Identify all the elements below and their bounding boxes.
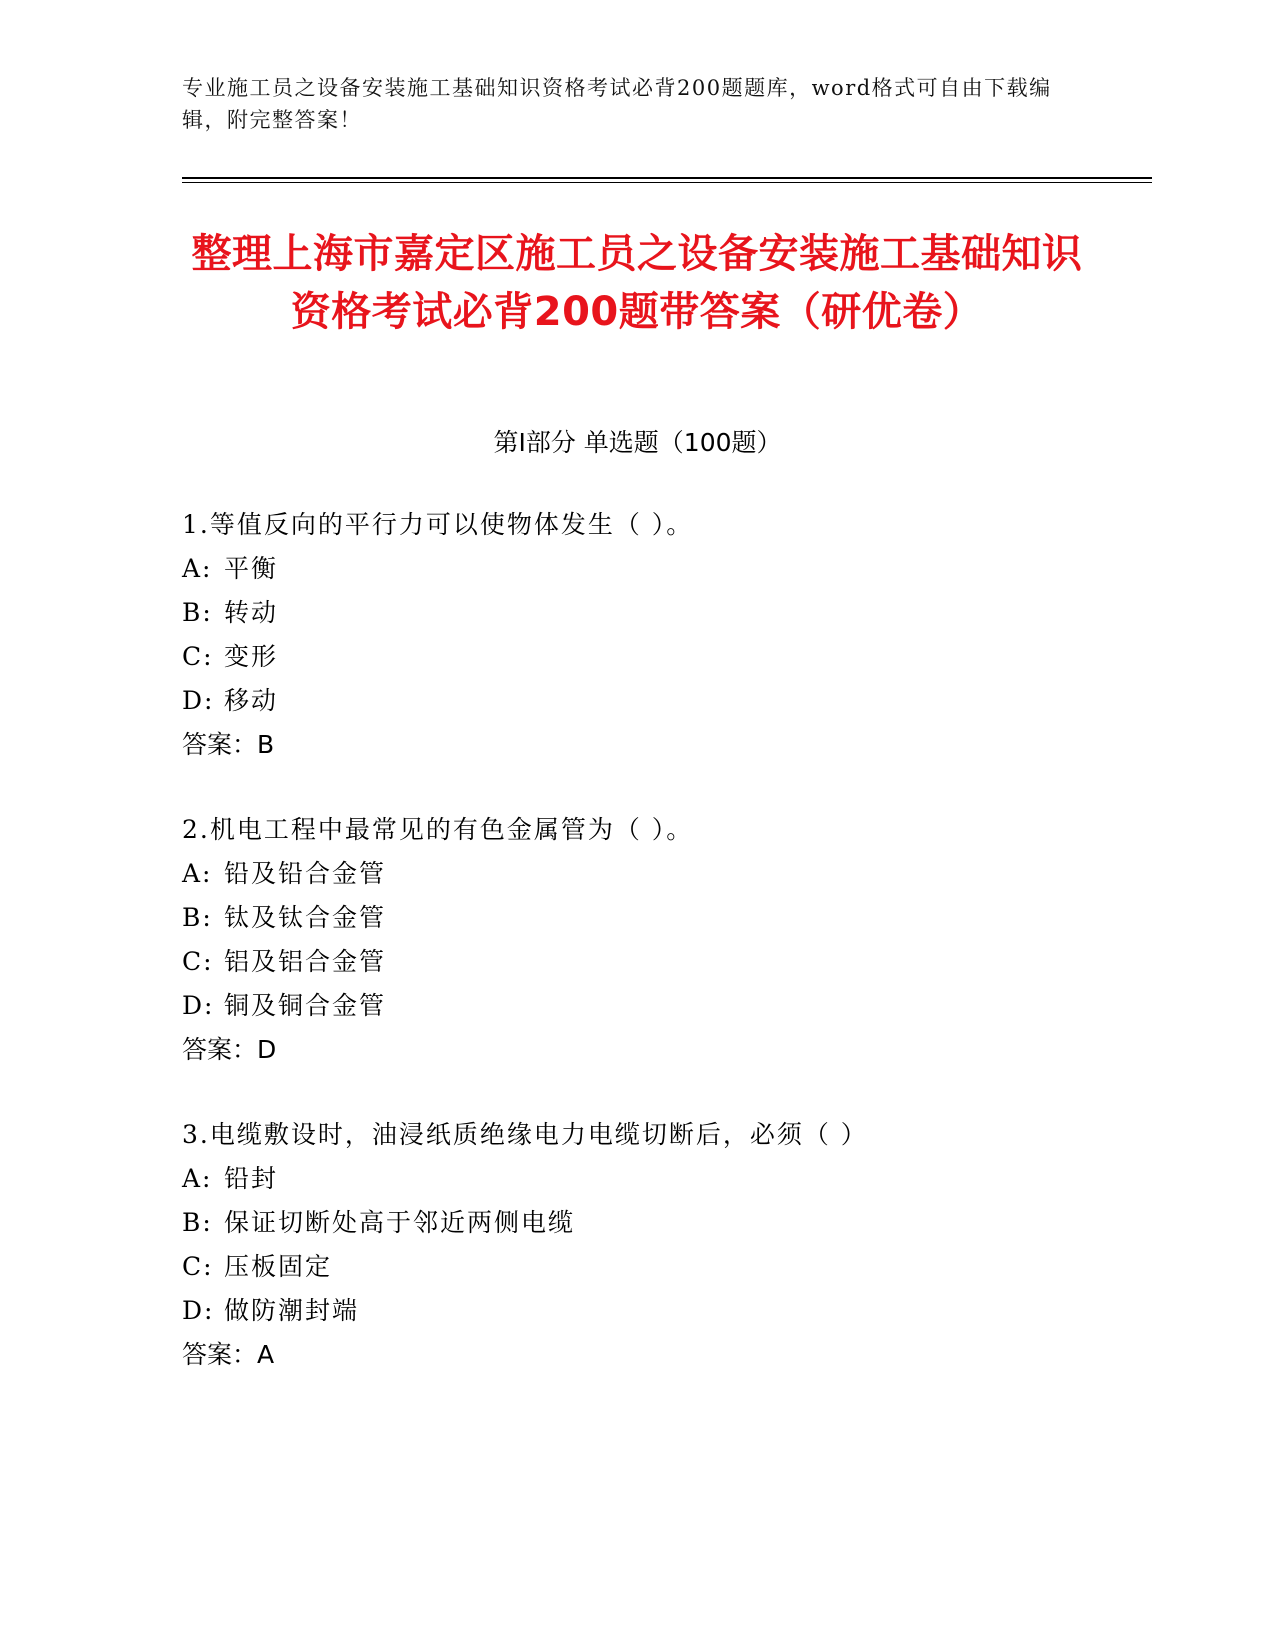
option-letter: D:	[182, 1296, 215, 1325]
document-title: 整理上海市嘉定区施工员之设备安装施工基础知识资格考试必背200题带答案（研优卷）	[191, 231, 1083, 335]
option-text: 移动	[224, 686, 279, 715]
option-b	[182, 1201, 1162, 1245]
option-text: 压板固定	[224, 1252, 333, 1281]
option-a	[182, 1157, 1162, 1201]
option-d	[182, 984, 1162, 1028]
option-text: 铜及铜合金管	[224, 991, 387, 1020]
option-b	[182, 896, 1162, 940]
option-letter: D:	[182, 991, 215, 1020]
option-text: 钛及钛合金管	[224, 903, 387, 932]
answer-label: 答案：	[182, 1340, 258, 1369]
option-c	[182, 635, 1162, 679]
option-a	[182, 547, 1162, 591]
option-text: 做防潮封端	[224, 1296, 360, 1325]
section-title: 第Ⅰ部分 单选题（100题）	[493, 428, 782, 457]
option-d	[182, 1289, 1162, 1333]
option-text: 铝及铝合金管	[224, 947, 387, 976]
option-d	[182, 679, 1162, 723]
answer-line	[182, 1028, 1162, 1072]
option-letter: A:	[182, 1164, 213, 1193]
option-c	[182, 1245, 1162, 1289]
header-divider-thin	[182, 182, 1152, 183]
option-letter: C:	[182, 1252, 214, 1281]
question-stem: 2.机电工程中最常见的有色金属管为（ ）。	[182, 815, 694, 844]
option-letter: C:	[182, 947, 214, 976]
option-text: 转动	[224, 598, 279, 627]
answer-value: D	[257, 1035, 277, 1064]
answer-line	[182, 723, 1162, 767]
question-3	[182, 1113, 1162, 1377]
option-text: 铅及铅合金管	[224, 859, 387, 888]
option-text: 变形	[224, 642, 279, 671]
answer-value: B	[257, 730, 275, 759]
option-text: 铅封	[224, 1164, 279, 1193]
header-note: 专业施工员之设备安装施工基础知识资格考试必背200题题库，word格式可自由下载编辑，附完整答案！	[182, 76, 1052, 132]
option-letter: B:	[182, 1208, 213, 1237]
option-b	[182, 591, 1162, 635]
option-letter: B:	[182, 598, 213, 627]
answer-label: 答案：	[182, 1035, 258, 1064]
answer-label: 答案：	[182, 730, 258, 759]
question-2	[182, 808, 1162, 1072]
option-a	[182, 852, 1162, 896]
option-letter: B:	[182, 903, 213, 932]
question-stem: 3.电缆敷设时，油浸纸质绝缘电力电缆切断后，必须（ ）	[182, 1120, 868, 1149]
option-text: 保证切断处高于邻近两侧电缆	[224, 1208, 576, 1237]
answer-value: A	[257, 1340, 275, 1369]
option-letter: C:	[182, 642, 214, 671]
question-1	[182, 503, 1162, 767]
option-text: 平衡	[224, 554, 279, 583]
option-letter: A:	[182, 859, 213, 888]
option-letter: D:	[182, 686, 215, 715]
header-divider-thick	[182, 177, 1152, 179]
question-stem: 1.等值反向的平行力可以使物体发生（ ）。	[182, 510, 694, 539]
option-c	[182, 940, 1162, 984]
option-letter: A:	[182, 554, 213, 583]
answer-line	[182, 1333, 1162, 1377]
